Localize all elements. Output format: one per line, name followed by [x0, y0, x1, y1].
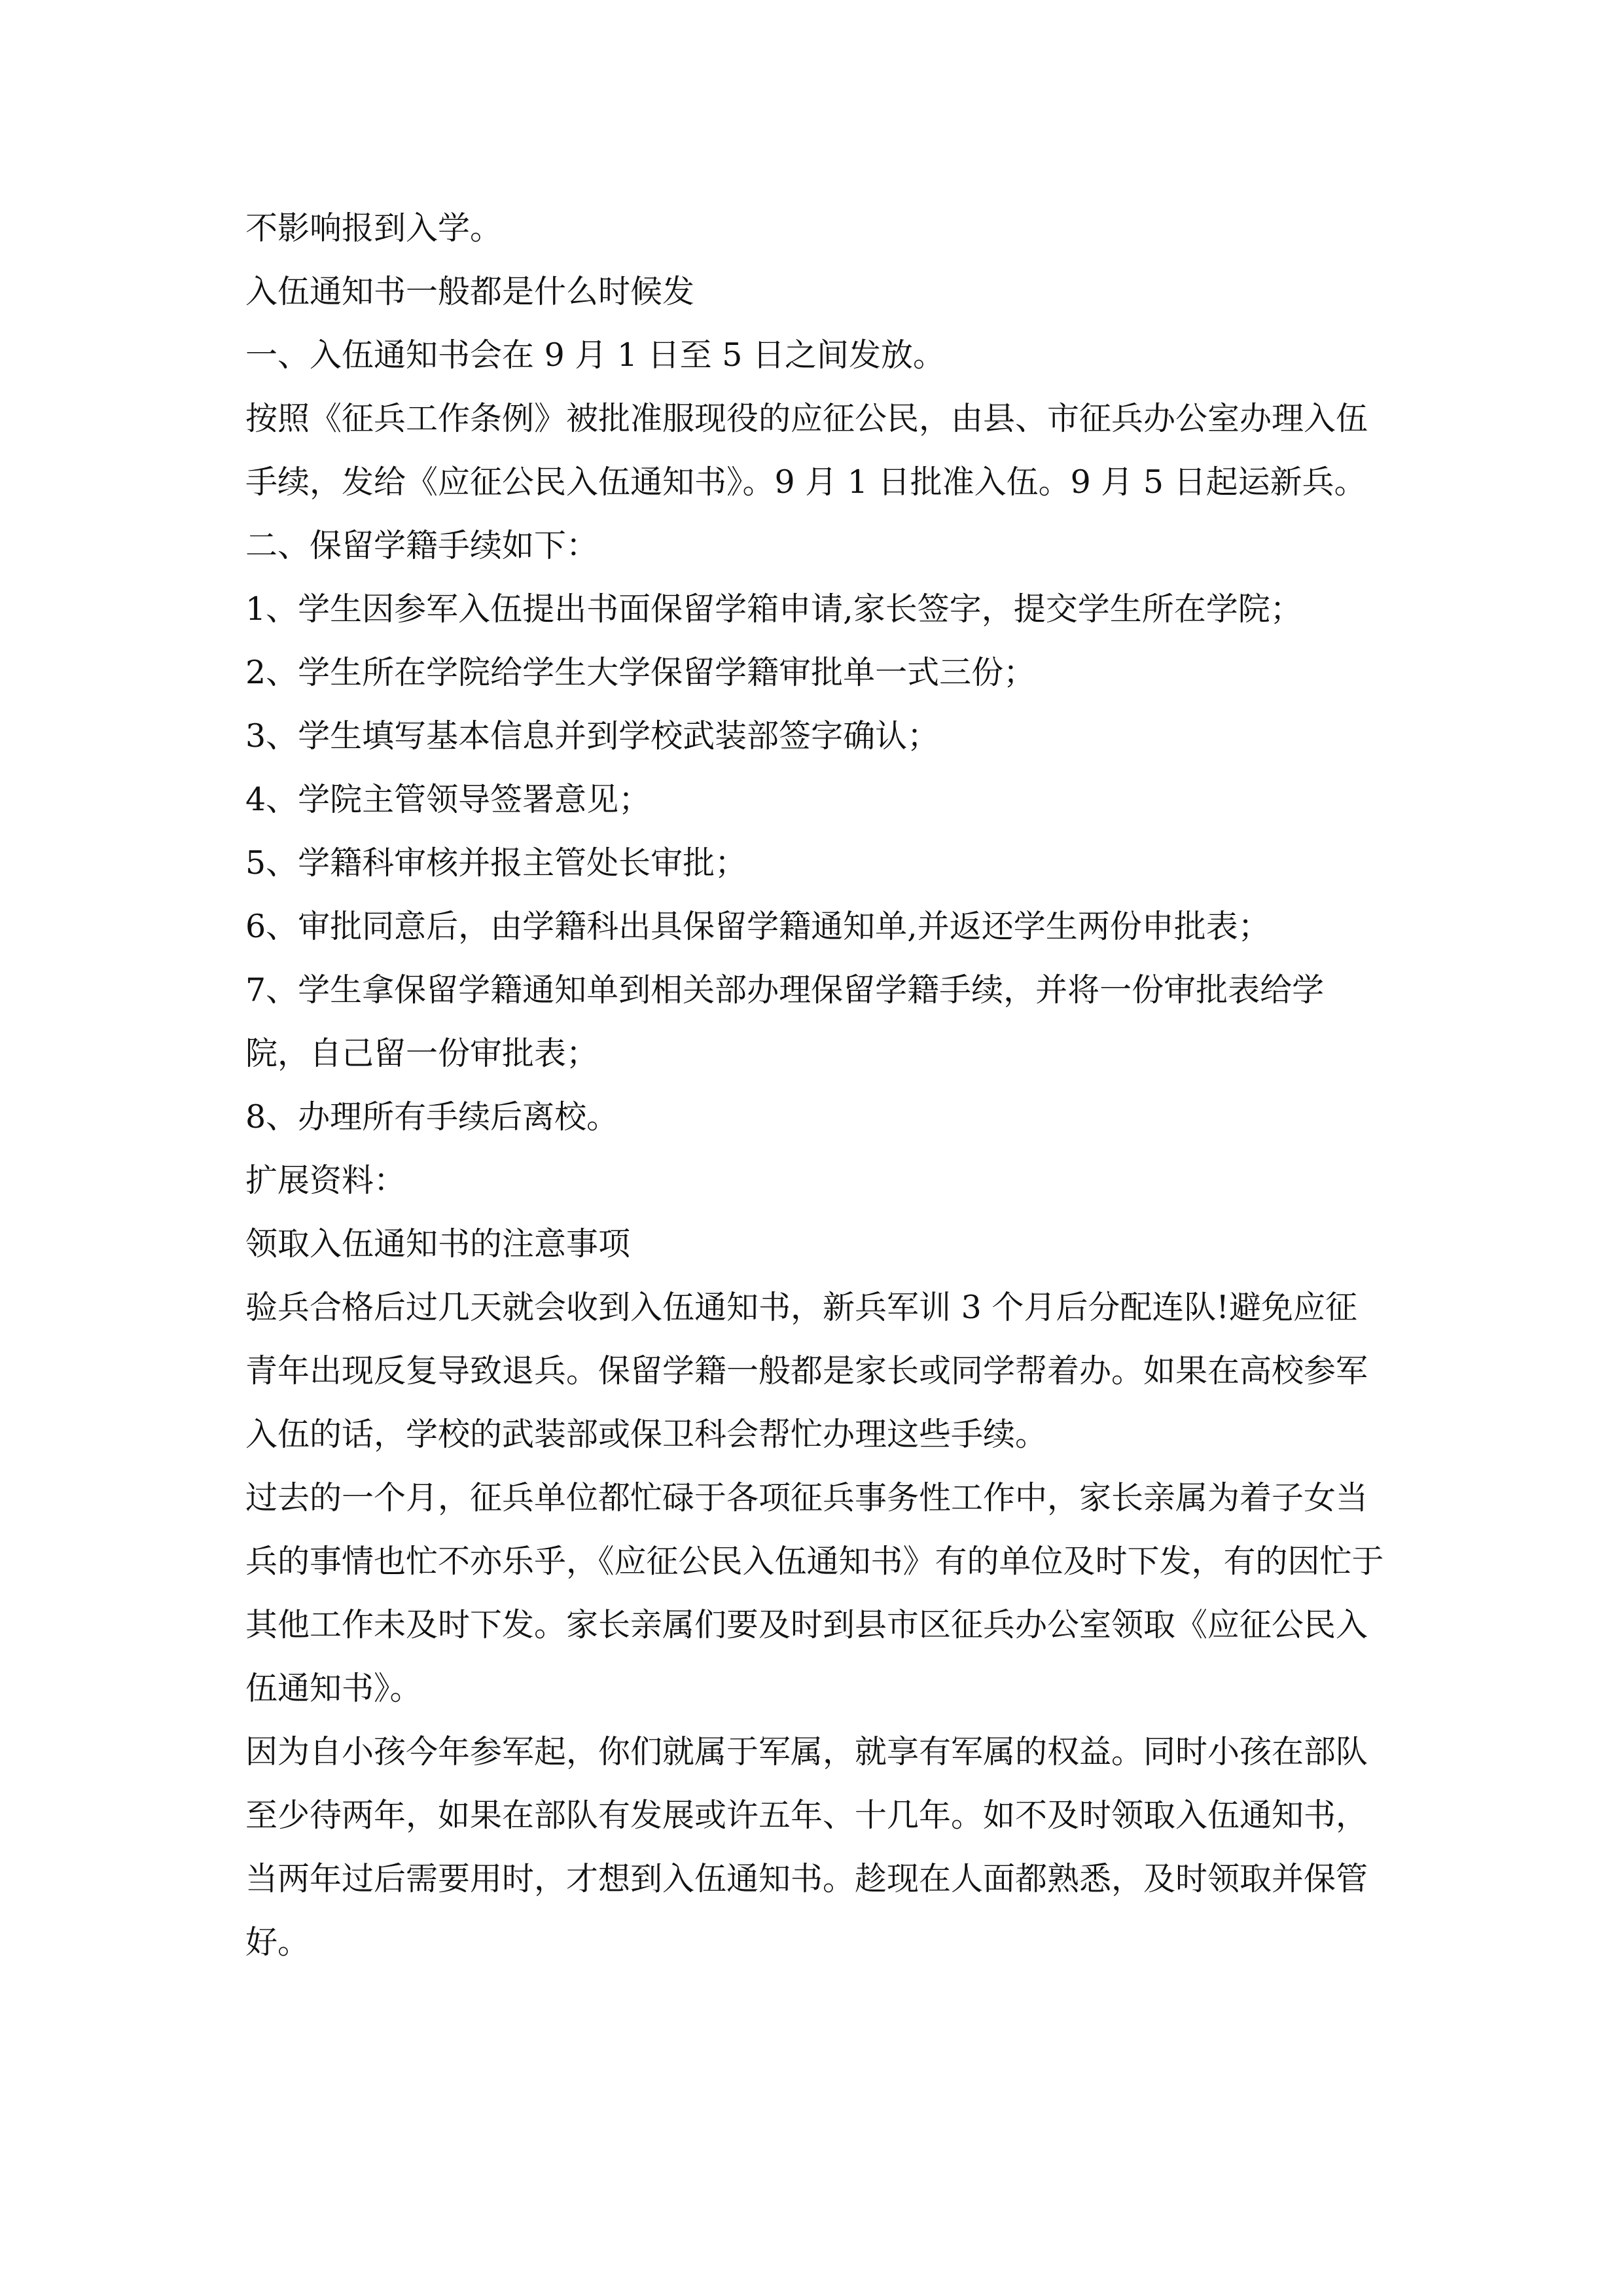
- paragraph-notes-2: 过去的一个月，征兵单位都忙碌于各项征兵事务性工作中，家长亲属为着子女当兵的事情也忙不亦乐乎，《应征公民入伍通知书》有的单位及时下发，有的因忙于其他工作未及时下发。家长亲属们要及时到县市区征兵办公室领取《应征公民入伍通知书》。: [245, 1479, 1384, 1707]
- section-heading-retain-status: 二、保留学籍手续如下：: [245, 527, 599, 564]
- document-body: [245, 196, 1384, 1974]
- paragraph-notes-3: 因为自小孩今年参军起，你们就属于军属，就享有军属的权益。同时小孩在部队至少待两年，如果在部队有发展或许五年、十几年。如不及时领取入伍通知书，当两年过后需要用时，才想到入伍通知书。趁现在人面都熟悉，及时领取并保管好。: [245, 1733, 1368, 1961]
- paragraph-intro-continuation: 不影响报到入学。: [245, 209, 503, 247]
- list-item-step-1: 1、学生因参军入伍提出书面保留学箱申请,家长签字，提交学生所在学院；: [245, 590, 1302, 628]
- section-heading-notes: 领取入伍通知书的注意事项: [245, 1225, 631, 1263]
- paragraph-issue-date: 一、入伍通知书会在 9 月 1 日至 5 日之间发放。: [245, 336, 945, 374]
- paragraph-notes-1: 验兵合格后过几天就会收到入伍通知书，新兵军训 3 个月后分配连队!避免应征青年出现反复导致退兵。保留学籍一般都是家长或同学帮着办。如果在高校参军入伍的话，学校的武装部或保卫科会帮忙办理这些手续。: [245, 1289, 1368, 1453]
- list-item-step-4: 4、学院主管领导签署意见；: [245, 781, 651, 818]
- paragraph-regulation: 按照《征兵工作条例》被批准服现役的应征公民，由县、市征兵办公室办理入伍手续，发给《应征公民入伍通知书》。9 月 1 日批准入伍。9 月 5 日起运新兵。: [245, 400, 1368, 501]
- list-item-step-3: 3、学生填写基本信息并到学校武装部签字确认；: [245, 717, 940, 755]
- list-item-step-6: 6、审批同意后，由学籍科出具保留学籍通知单,并返还学生两份申批表；: [245, 908, 1270, 945]
- list-item-step-7: 7、学生拿保留学籍通知单到相关部办理保留学籍手续，并将一份审批表给学院，自己留一份审批表；: [245, 971, 1325, 1072]
- list-item-step-5: 5、学籍科审核并报主管处长审批；: [245, 844, 747, 882]
- section-heading-extended: 扩展资料：: [245, 1162, 406, 1199]
- section-heading-when-issued: 入伍通知书一般都是什么时候发: [245, 273, 695, 310]
- list-item-step-8: 8、办理所有手续后离校。: [245, 1098, 619, 1136]
- list-item-step-2: 2、学生所在学院给学生大学保留学籍审批单一式三份；: [245, 654, 1036, 691]
